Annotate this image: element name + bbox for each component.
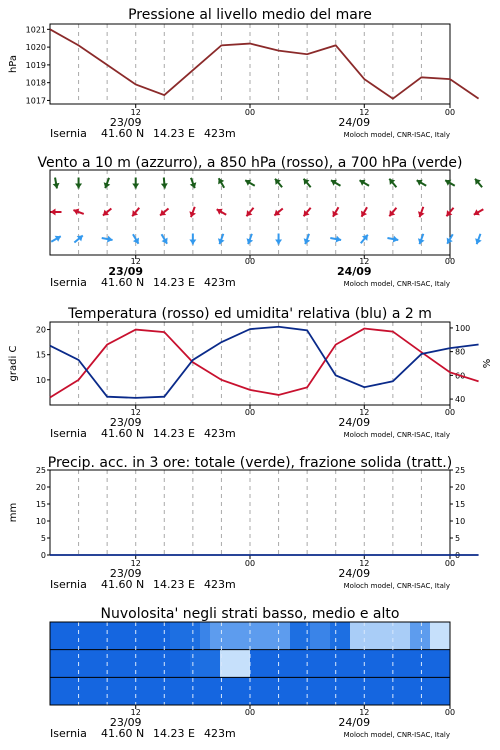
cloud-cell	[240, 622, 251, 650]
cloud-cell	[370, 622, 381, 650]
cloud-cell	[170, 650, 181, 678]
cloud-cell	[80, 650, 91, 678]
x-tick-label: 00	[444, 257, 456, 266]
wind-arrow	[389, 179, 396, 187]
cloud-cell	[380, 622, 391, 650]
y-tick-label-right: 60	[455, 371, 466, 381]
wind-arrow	[361, 235, 368, 243]
wind-arrow	[275, 179, 282, 187]
location-alt: 423m	[204, 276, 236, 289]
x-tick-label: 00	[444, 708, 456, 717]
wind-arrow	[274, 208, 282, 215]
wind-arrow	[304, 179, 311, 187]
cloud-cell	[150, 622, 161, 650]
cloud-cell	[150, 650, 161, 678]
cloud-cell	[320, 677, 331, 705]
wind-arrow	[74, 235, 82, 242]
y-tick-label: 15	[35, 350, 46, 360]
y-tick-label-right: 0	[455, 551, 461, 560]
y-tick-label-right: 40	[455, 395, 466, 405]
wind-arrow	[189, 234, 196, 245]
cloud-cell	[360, 622, 371, 650]
x-tick-label: 12	[130, 559, 141, 568]
chart-title: Nuvolosita' negli strati basso, medio e alto	[100, 606, 400, 622]
wind-arrow	[160, 208, 168, 215]
x-tick-label: 12	[359, 257, 370, 266]
wind-arrow	[474, 209, 484, 215]
cloud-cell	[350, 622, 361, 650]
cloud-cell	[100, 677, 111, 705]
x-tick-label: 12	[130, 108, 141, 117]
x-tick-label: 12	[359, 708, 370, 717]
cloud-cell	[80, 677, 91, 705]
location-name: Isernia	[50, 427, 87, 440]
cloud-cell	[360, 650, 371, 678]
x-tick-label: 12	[359, 108, 370, 117]
cloud-cell	[120, 650, 131, 678]
cloud-cell	[190, 650, 201, 678]
cloud-cell	[110, 650, 121, 678]
x-tick-label: 00	[444, 108, 456, 117]
x-tick-label: 00	[244, 108, 256, 117]
chart-title: Temperatura (rosso) ed umidita' relativa (blu) a 2 m	[68, 306, 432, 322]
wind-arrow	[332, 207, 338, 217]
y-tick-label-right: 100	[455, 323, 471, 333]
model-credit: Moloch model, CNR-ISAC, Italy	[343, 131, 450, 139]
cloud-cell	[260, 622, 271, 650]
wind-arrow	[389, 208, 396, 216]
location-lon: 14.23 E	[153, 127, 195, 140]
location-alt: 423m	[204, 427, 236, 440]
cloud-cell	[410, 622, 421, 650]
cloud-cell	[440, 622, 451, 650]
cloud-cell	[130, 622, 141, 650]
cloud-cell	[340, 650, 351, 678]
wind-arrow	[418, 207, 425, 217]
cloud-cell	[390, 677, 401, 705]
y-tick-label: 10	[35, 517, 46, 526]
location-lat: 41.60 N	[101, 127, 145, 140]
cloud-cell	[230, 677, 241, 705]
cloud-cell	[290, 677, 301, 705]
wind-arrow	[53, 178, 60, 189]
cloud-cell	[300, 650, 311, 678]
y-axis-label: hPa	[8, 54, 19, 74]
cloud-cell	[360, 677, 371, 705]
x-tick-label: 00	[244, 408, 256, 417]
x-tick-label: 12	[130, 408, 141, 417]
cloud-cell	[400, 650, 411, 678]
wind-arrow	[75, 178, 82, 189]
cloud-cell	[220, 622, 231, 650]
date-label: 23/09	[109, 116, 142, 129]
cloud-cell	[400, 677, 411, 705]
cloud-cell	[200, 622, 211, 650]
wind-arrow	[132, 178, 139, 189]
wind-arrow	[417, 180, 427, 186]
y-tick-label-right: 15	[455, 500, 466, 509]
y-tick-label-right: 10	[455, 517, 466, 526]
x-tick-label: 12	[359, 408, 370, 417]
model-credit: Moloch model, CNR-ISAC, Italy	[343, 731, 450, 739]
cloud-cell	[190, 622, 201, 650]
cloud-cell	[110, 677, 121, 705]
cloud-cell	[440, 650, 451, 678]
date-label: 23/09	[109, 716, 142, 729]
y-axis-label: gradi C	[8, 345, 19, 382]
cloud-cell	[400, 622, 411, 650]
wind-arrow	[73, 209, 83, 216]
cloud-cell	[260, 677, 271, 705]
y-tick-label: 5	[40, 534, 46, 543]
location-lat: 41.60 N	[101, 276, 145, 289]
cloud-cell	[270, 622, 281, 650]
wind-arrow	[275, 234, 282, 245]
y-tick-label: 20	[35, 325, 46, 335]
cloud-cell	[50, 622, 61, 650]
y-tick-label-right: 80	[455, 347, 466, 357]
chart-title: Precip. acc. in 3 ore: totale (verde), frazione solida (tratt.)	[47, 455, 453, 471]
cloud-cell	[330, 622, 341, 650]
cloud-cell	[390, 622, 401, 650]
cloud-cell	[440, 677, 451, 705]
wind-arrow	[51, 209, 62, 216]
date-label: 23/09	[109, 416, 142, 429]
location-lat: 41.60 N	[101, 427, 145, 440]
cloud-cell	[150, 677, 161, 705]
wind-arrow	[246, 208, 253, 216]
cloud-cell	[50, 677, 61, 705]
cloud-cell	[80, 622, 91, 650]
y-tick-label-right: 20	[455, 483, 466, 492]
location-lat: 41.60 N	[101, 578, 145, 591]
y-tick-label-right: 25	[455, 466, 466, 475]
cloud-cell	[310, 622, 321, 650]
location-alt: 423m	[204, 578, 236, 591]
y-tick-label: 1017	[25, 96, 46, 106]
location-lon: 14.23 E	[153, 427, 195, 440]
cloud-cell	[50, 650, 61, 678]
cloud-cell	[430, 677, 441, 705]
humidity-line	[50, 327, 479, 398]
cloud-cell	[290, 650, 301, 678]
cloud-cell	[300, 677, 311, 705]
cloud-cell	[190, 677, 201, 705]
model-credit: Moloch model, CNR-ISAC, Italy	[343, 431, 450, 439]
cloud-cell	[160, 622, 171, 650]
wind-arrow	[51, 236, 61, 242]
cloud-cell	[230, 650, 241, 678]
wind-arrow	[475, 179, 482, 187]
x-tick-label: 12	[359, 559, 370, 568]
chart-title: Vento a 10 m (azzurro), a 850 hPa (rosso), a 700 hPa (verde)	[37, 155, 463, 171]
cloud-cell	[160, 650, 171, 678]
location-lon: 14.23 E	[153, 578, 195, 591]
cloud-cell	[250, 622, 261, 650]
date-label: 24/09	[336, 265, 372, 278]
model-credit: Moloch model, CNR-ISAC, Italy	[343, 582, 450, 590]
cloud-cell	[260, 650, 271, 678]
cloud-cell	[380, 677, 391, 705]
location-name: Isernia	[50, 727, 87, 740]
y-tick-label: 25	[35, 466, 46, 475]
date-label: 24/09	[338, 567, 371, 580]
cloud-cell	[110, 622, 121, 650]
cloud-cell	[430, 622, 441, 650]
location-lat: 41.60 N	[101, 727, 145, 740]
cloud-cell	[200, 650, 211, 678]
cloud-cell	[310, 650, 321, 678]
wind-arrow	[132, 208, 139, 216]
y-axis-label: mm	[8, 502, 19, 523]
cloud-cell	[280, 677, 291, 705]
cloud-cell	[100, 650, 111, 678]
cloud-cell	[410, 650, 421, 678]
cloud-cell	[320, 622, 331, 650]
cloud-cell	[60, 622, 71, 650]
location-name: Isernia	[50, 127, 87, 140]
cloud-cell	[240, 650, 251, 678]
location-name: Isernia	[50, 578, 87, 591]
y-tick-label: 10	[35, 375, 46, 385]
y-tick-label: 15	[35, 500, 46, 509]
cloud-cell	[250, 650, 261, 678]
cloud-cell	[60, 677, 71, 705]
date-label: 24/09	[338, 416, 371, 429]
x-tick-label: 00	[444, 559, 456, 568]
cloud-cell	[240, 677, 251, 705]
cloud-cell	[90, 677, 101, 705]
cloud-cell	[280, 650, 291, 678]
pressure-line	[50, 29, 479, 98]
wind-arrow	[245, 180, 255, 186]
cloud-cell	[420, 622, 431, 650]
cloud-cell	[210, 622, 221, 650]
cloud-cell	[370, 677, 381, 705]
y-tick-label: 1020	[25, 43, 46, 53]
date-label: 23/09	[108, 265, 144, 278]
wind-arrow	[361, 207, 367, 217]
y-tick-label-right: 5	[455, 534, 461, 543]
cloud-cell	[250, 677, 261, 705]
location-lon: 14.23 E	[153, 727, 195, 740]
y-tick-label: 1018	[25, 78, 46, 88]
y-tick-label: 1021	[25, 25, 46, 35]
x-tick-label: 00	[244, 708, 256, 717]
temperature-line	[50, 329, 479, 398]
cloud-cell	[180, 622, 191, 650]
cloud-cell	[340, 677, 351, 705]
cloud-cell	[140, 677, 151, 705]
cloud-cell	[390, 650, 401, 678]
x-tick-label: 00	[244, 559, 256, 568]
cloud-cell	[380, 650, 391, 678]
cloud-cell	[180, 677, 191, 705]
y-axis-label-right: %	[482, 358, 493, 369]
date-label: 24/09	[338, 116, 371, 129]
cloud-cell	[100, 622, 111, 650]
cloud-cell	[170, 622, 181, 650]
wind-arrow	[331, 180, 341, 186]
location-name: Isernia	[50, 276, 87, 289]
cloud-cell	[160, 677, 171, 705]
cloud-cell	[140, 622, 151, 650]
cloud-cell	[340, 622, 351, 650]
cloud-cell	[290, 622, 301, 650]
wind-arrow	[360, 180, 370, 186]
cloud-cell	[230, 622, 241, 650]
model-credit: Moloch model, CNR-ISAC, Italy	[343, 280, 450, 288]
cloud-cell	[120, 677, 131, 705]
cloud-cell	[350, 677, 361, 705]
cloud-cell	[70, 622, 81, 650]
x-tick-label: 00	[444, 408, 456, 417]
cloud-cell	[210, 650, 221, 678]
cloud-cell	[310, 677, 321, 705]
y-tick-label: 0	[40, 551, 46, 560]
cloud-cell	[210, 677, 221, 705]
cloud-cell	[60, 650, 71, 678]
location-alt: 423m	[204, 127, 236, 140]
location-lon: 14.23 E	[153, 276, 195, 289]
wind-arrow	[189, 207, 196, 217]
cloud-cell	[320, 650, 331, 678]
cloud-cell	[180, 650, 191, 678]
wind-arrow	[103, 208, 111, 215]
cloud-cell	[170, 677, 181, 705]
cloud-cell	[280, 622, 291, 650]
date-label: 23/09	[109, 567, 142, 580]
chart-title: Pressione al livello medio del mare	[128, 7, 372, 23]
cloud-cell	[200, 677, 211, 705]
cloud-cell	[410, 677, 421, 705]
y-tick-label: 1019	[25, 60, 46, 70]
x-tick-label: 00	[244, 257, 256, 266]
date-label: 24/09	[338, 716, 371, 729]
x-tick-label: 12	[130, 257, 141, 266]
cloud-cell	[90, 650, 101, 678]
cloud-cell	[120, 622, 131, 650]
wind-arrow	[304, 208, 311, 216]
cloud-cell	[140, 650, 151, 678]
cloud-cell	[430, 650, 441, 678]
location-alt: 423m	[204, 727, 236, 740]
cloud-cell	[350, 650, 361, 678]
cloud-cell	[300, 622, 311, 650]
cloud-cell	[370, 650, 381, 678]
wind-arrow	[475, 234, 482, 244]
wind-arrow	[161, 178, 168, 189]
y-tick-label: 20	[35, 483, 46, 492]
cloud-cell	[90, 622, 101, 650]
x-tick-label: 12	[130, 708, 141, 717]
